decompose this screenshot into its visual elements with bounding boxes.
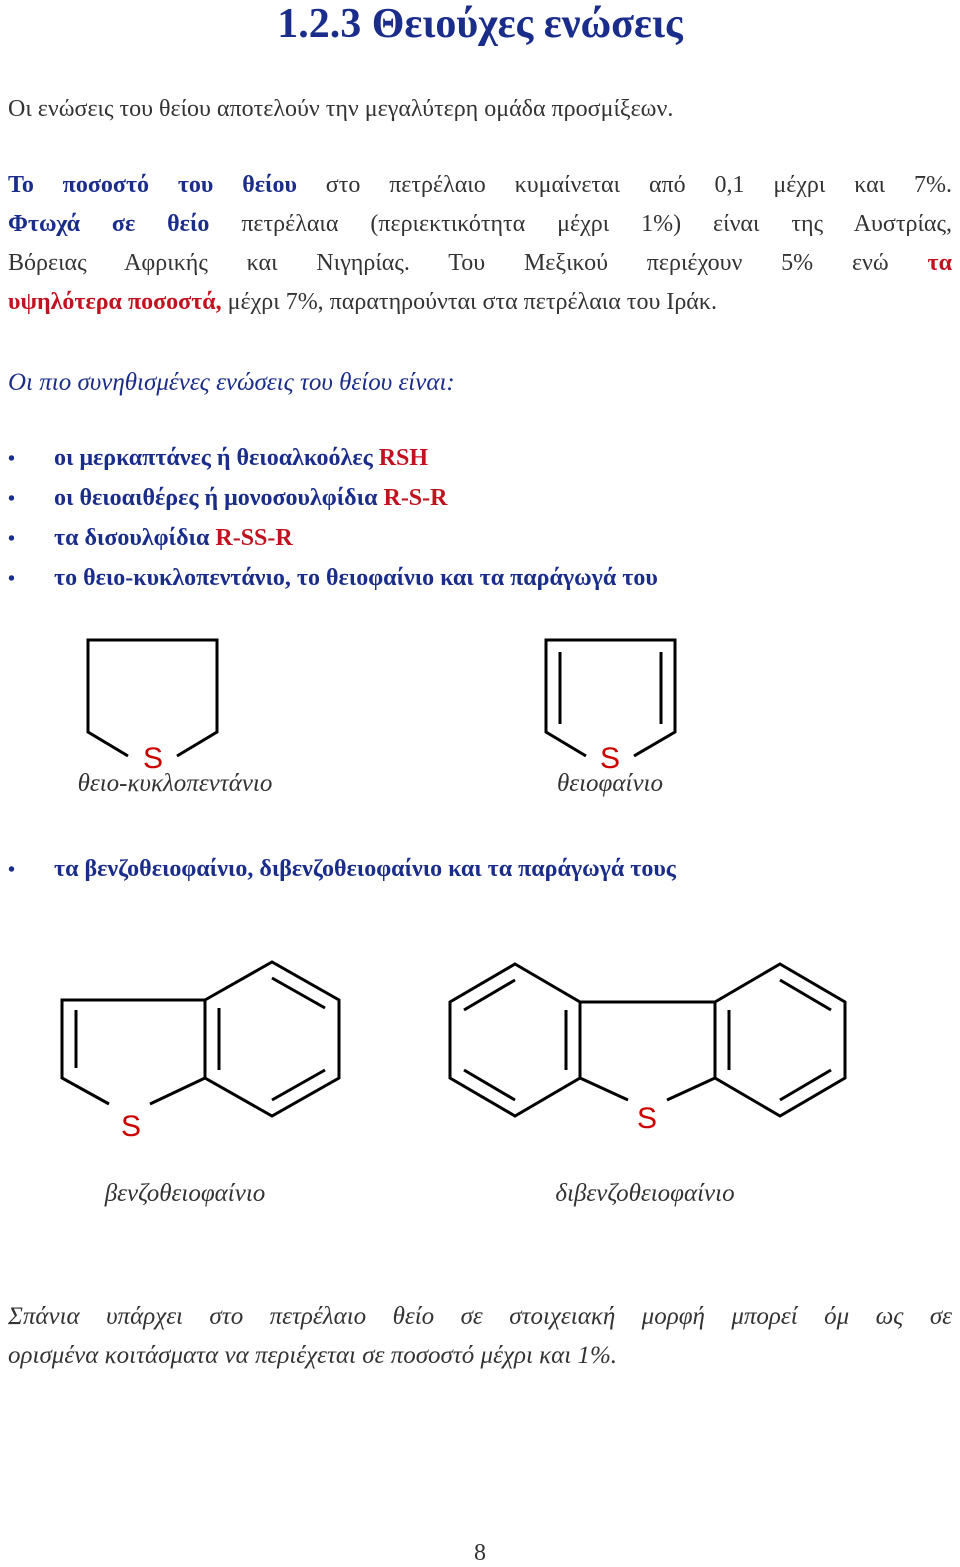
- list-item-text: οι θειοαιθέρες ή μονοσουλφίδια: [54, 485, 384, 511]
- sulfur-percent-paragraph: [8, 166, 952, 322]
- list-item-text: τα βενζοθειοφαίνιο, διβενζοθειοφαίνιο και τα παράγωγά τους: [54, 856, 676, 882]
- benzothiophene-structure: [0, 940, 360, 1150]
- percent-highlight: Το ποσοστό του θείου: [8, 172, 297, 198]
- list-item-text: οι μερκαπτάνες ή θειοαλκοόλες: [54, 445, 379, 471]
- poor-sulfur-text: πετρέλαια (περιεκτικότητα μέχρι 1%) είναι της Αυστρίας,: [209, 211, 952, 237]
- bullet-icon: •: [8, 859, 16, 881]
- list-item: [8, 850, 952, 890]
- intro-paragraph: Οι ενώσεις του θείου αποτελούν την μεγαλύτερη ομάδα προσμίξεων.: [8, 96, 674, 122]
- list-item-text: τα δισουλφίδια: [54, 525, 216, 551]
- bullet-icon: •: [8, 488, 16, 510]
- percent-line-3: [8, 244, 952, 283]
- dibenzothiophene-structure: [440, 950, 860, 1150]
- thiophene-caption: θειοφαίνιο: [556, 770, 664, 797]
- higher-highlight: υψηλότερα ποσοστά,: [8, 289, 222, 315]
- list-item-text: το θειο-κυκλοπεντάνιο, το θειοφαίνιο και τα παράγωγά του: [54, 565, 658, 591]
- percent-line-1: [8, 166, 952, 205]
- bullet-icon: •: [8, 448, 16, 470]
- poor-sulfur-highlight: Φτωχά σε θείο: [8, 211, 210, 237]
- higher-highlight-start: τα: [927, 250, 952, 276]
- closing-paragraph: [8, 1297, 952, 1375]
- sulfur-atom-label: S: [599, 742, 621, 775]
- compound-list: [8, 439, 952, 599]
- mexico-text: Βόρειας Αφρικής και Νιγηρίας. Του Μεξικού περιέχουν 5% ενώ: [8, 250, 928, 276]
- dibenzothiophene-caption: διβενζοθειοφαίνιο: [555, 1180, 735, 1207]
- section-title: 1.2.3 Θειούχες ενώσεις: [277, 1, 683, 47]
- list-item-formula: R-SS-R: [215, 525, 293, 551]
- thiophene-structure: [500, 620, 720, 780]
- second-list: [8, 850, 952, 890]
- bullet-icon: •: [8, 528, 16, 550]
- list-item: [8, 479, 952, 519]
- sulfur-atom-label: S: [142, 742, 164, 775]
- sulfur-atom-label: S: [120, 1110, 142, 1143]
- thiolane-caption: θειο-κυκλοπεντάνιο: [77, 770, 273, 797]
- list-item: [8, 559, 952, 599]
- list-item: [8, 519, 952, 559]
- common-compounds-heading: Οι πιο συνηθισμένες ενώσεις του θείου είναι:: [8, 369, 455, 396]
- bullet-icon: •: [8, 568, 16, 590]
- closing-line-1: Σπάνια υπάρχει στο πετρέλαιο θείο σε στοιχειακή μορφή μπορεί όμ ως σε: [8, 1303, 952, 1330]
- list-item-formula: R-S-R: [383, 485, 448, 511]
- sulfur-atom-label: S: [636, 1102, 658, 1135]
- page-number: 8: [474, 1540, 486, 1566]
- iraq-text: μέχρι 7%, παρατηρούνται στα πετρέλαια του Ιράκ.: [221, 289, 717, 315]
- list-item: [8, 439, 952, 479]
- benzothiophene-caption: βενζοθειοφαίνιο: [104, 1180, 266, 1207]
- list-item-formula: RSH: [378, 445, 429, 471]
- percent-line-4: [8, 283, 952, 322]
- thiolane-structure: [0, 620, 320, 780]
- percent-line-2: [8, 205, 952, 244]
- percent-text: στο πετρέλαιο κυμαίνεται από 0,1 μέχρι και 7%.: [296, 172, 952, 198]
- closing-line-2: ορισμένα κοιτάσματα να περιέχεται σε ποσοστό μέχρι και 1%.: [8, 1342, 618, 1369]
